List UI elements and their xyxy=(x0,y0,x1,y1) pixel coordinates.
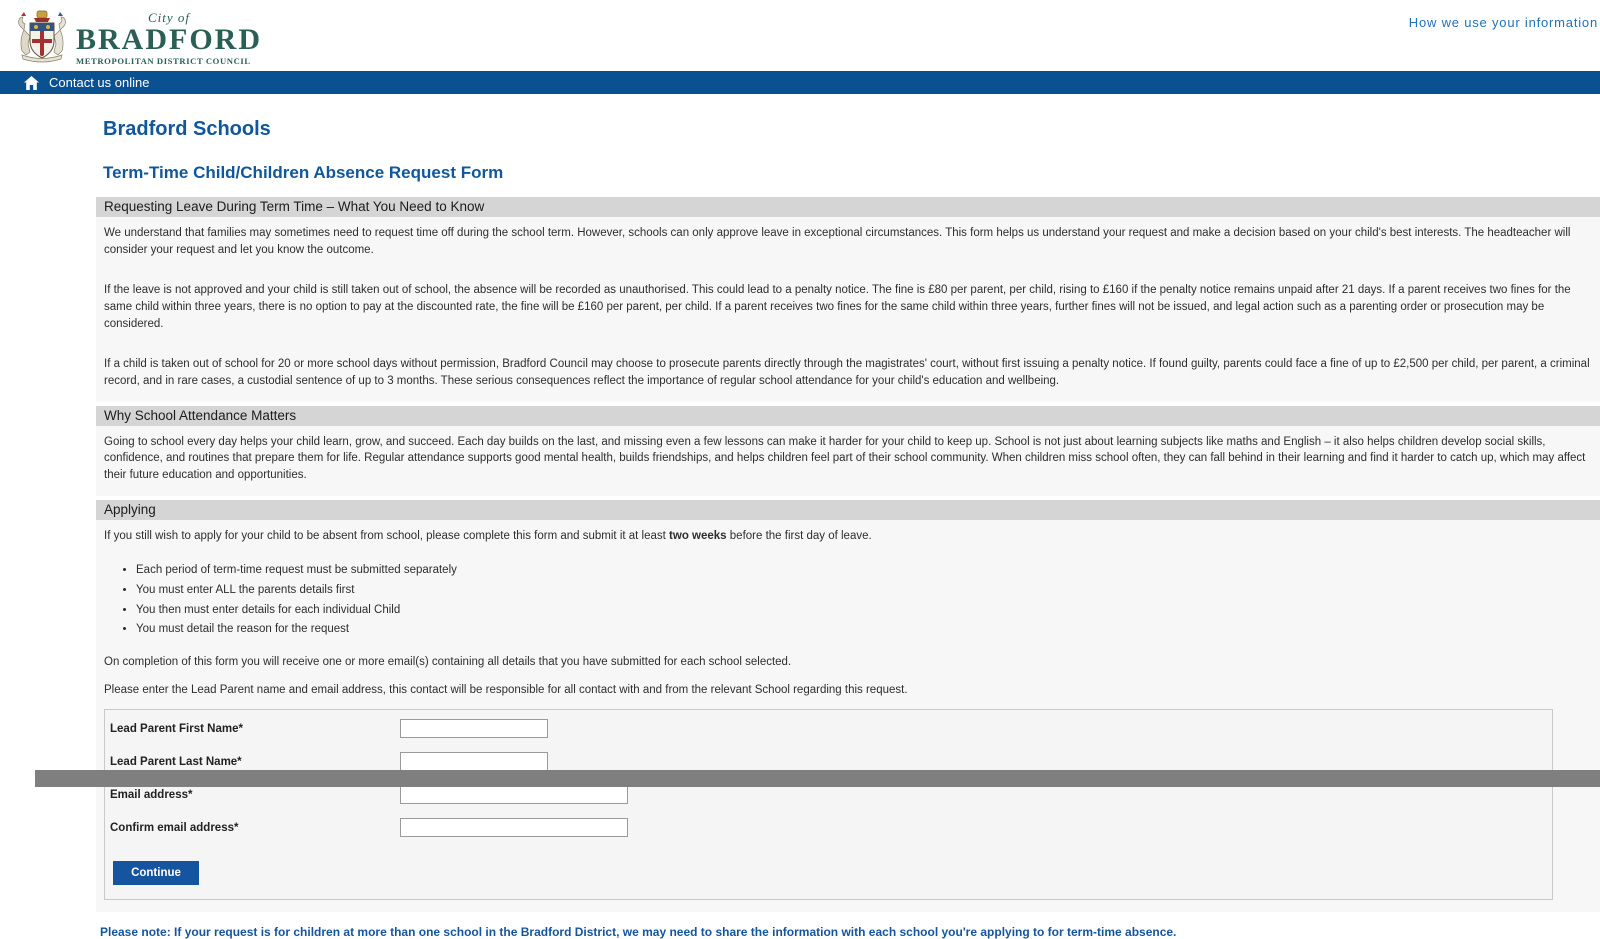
section-heading-attendance-matters: Why School Attendance Matters xyxy=(96,406,1600,426)
logo-name: BRADFORD xyxy=(76,22,262,56)
site-header xyxy=(0,0,1600,71)
continue-button[interactable]: Continue xyxy=(113,861,199,885)
form-row-first-name xyxy=(110,715,1552,748)
section-heading-applying: Applying xyxy=(96,500,1600,520)
contact-navbar xyxy=(0,71,1600,94)
bullet-item: • You must enter ALL the parents details first xyxy=(136,582,1590,599)
bradford-crest-icon xyxy=(14,8,70,68)
form-title: Term-Time Child/Children Absence Request Form xyxy=(103,163,504,182)
section-body-attendance-matters xyxy=(96,426,1600,496)
section-body-applying xyxy=(96,520,1600,913)
completion-note: On completion of this form you will receive one or more email(s) containing all details that you have submitted for each school selected. xyxy=(104,656,792,669)
requesting-paragraph-1: We understand that families may sometimes need to request time off during the school term. However, schools can only approve leave in exceptional circumstances. This form helps us understand your request and make a decision based on your child's best interests. The headteacher will consider your request and let you know the outcome. xyxy=(104,227,1571,256)
applying-intro-text: If you still wish to apply for your child to be absent from school, please complete this form and submit it at least xyxy=(104,529,670,542)
bullet-item: • You must detail the reason for the request xyxy=(136,621,1590,638)
bullet-item: • You then must enter details for each individual Child xyxy=(136,602,1590,619)
requesting-paragraph-2: If the leave is not approved and your child is still taken out of school, the absence will be recorded as unauthorised. This could lead to a penalty notice. The fine is £80 per parent, per child, rising to £160 if the penalty notice remains unpaid after 21 days. If a parent receives two fines for the same child within three years, there is no option to pay at the discounted rate, the fine will be £160 per parent, per child. If a parent receives two fines for the same child within three years, further fines will not be issued, and legal action such as a parenting order or prosecution may be considered. xyxy=(104,284,1571,330)
email-address-input[interactable] xyxy=(400,785,628,804)
section-heading-requesting-leave: Requesting Leave During Term Time – What You Need to Know xyxy=(96,197,1600,217)
applying-bullet-list xyxy=(136,562,1590,638)
bullet-item: • Each period of term-time request must be submitted separately xyxy=(136,562,1590,579)
confirm-email-address-label: Confirm email address* xyxy=(110,822,239,835)
lead-parent-note: Please enter the Lead Parent name and email address, this contact will be responsible for all contact with and from the relevant School regarding this request. xyxy=(104,683,908,696)
email-address-label: Email address* xyxy=(110,789,193,802)
applying-intro xyxy=(104,528,1590,545)
form-row-confirm-email xyxy=(110,814,1552,847)
requesting-paragraph-3: If a child is taken out of school for 20 or more school days without permission, Bradford Council may choose to prosecute parents directly through the magistrates' court, without first issuing a penalty notice. If found guilty, parents could face a fine of up to £2,500 per child, per parent, a criminal record, and in rare cases, a custodial sentence of up to 3 months. These serious consequences reflect the importance of regular school attendance for your child's education and wellbeing. xyxy=(104,358,1590,388)
section-body-requesting-leave xyxy=(96,217,1600,402)
lead-parent-first-name-label: Lead Parent First Name* xyxy=(110,723,243,736)
lead-parent-last-name-input[interactable] xyxy=(400,752,548,771)
lead-parent-form xyxy=(104,709,1553,900)
how-we-use-your-information-link[interactable]: How we use your information xyxy=(1408,15,1598,30)
page-title: Bradford Schools xyxy=(103,118,271,140)
logo-subtitle: METROPOLITAN DISTRICT COUNCIL xyxy=(76,55,251,66)
confirm-email-address-input[interactable] xyxy=(400,818,628,837)
horizontal-scrollbar[interactable] xyxy=(0,770,1600,787)
lead-parent-first-name-input[interactable] xyxy=(400,719,548,738)
home-icon[interactable] xyxy=(24,76,39,90)
footer-note: Please note: If your request is for children at more than one school in the Bradford District, we may need to share the information with each school you're applying to for term-time absence. xyxy=(100,925,1177,939)
attendance-paragraph: Going to school every day helps your child learn, grow, and succeed. Each day builds on the last, and missing even a few lessons can make it harder for your child to keep up. School is not just about learning subjects like maths and English – it also helps children develop social skills, confidence, and routines that prepare them for life. Regular attendance supports good mental health, builds friendships, and helps children feel part of their school community. When children miss school often, they can fall behind in their learning and find it harder to catch up, which may affect their future education and opportunities. xyxy=(104,435,1586,482)
applying-intro-bold: two weeks xyxy=(669,529,727,542)
contact-us-online-link[interactable]: Contact us online xyxy=(49,75,150,90)
bradford-logo xyxy=(14,8,262,68)
applying-intro-text-after: before the first day of leave. xyxy=(726,529,872,542)
main-content xyxy=(0,94,1600,939)
bradford-logo-text xyxy=(76,11,262,66)
lead-parent-last-name-label: Lead Parent Last Name* xyxy=(110,756,242,769)
logo-city-of: City of xyxy=(147,9,191,25)
horizontal-scrollbar-thumb[interactable] xyxy=(35,770,1600,787)
